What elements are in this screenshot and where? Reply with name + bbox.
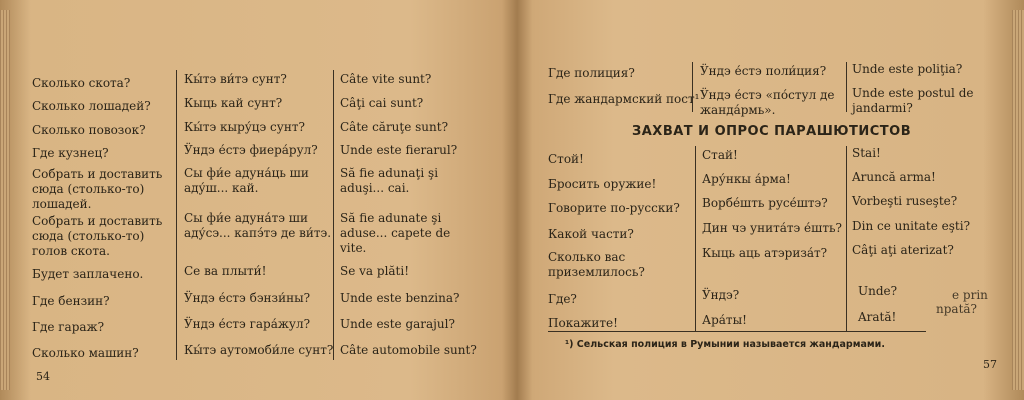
- phrase-romanian: Câte căruţe sunt?: [340, 120, 449, 134]
- phrase-transliteration: Ара́ты!: [702, 313, 747, 327]
- phrase-transliteration: Сы фи́е адуна́ць ши аду́ш... кай.: [184, 166, 309, 195]
- phrase-russian: Сколько повозок?: [32, 123, 146, 137]
- bleed-through-text: npată?: [936, 302, 977, 316]
- column-divider: [695, 146, 696, 332]
- phrase-russian: Где?: [548, 292, 577, 306]
- phrase-russian: Стой!: [548, 152, 584, 166]
- section-heading: ЗАХВАТ И ОПРОС ПАРАШЮТИСТОВ: [632, 124, 912, 139]
- phrase-transliteration: Кы́тэ аутомоби́ле сунт?: [184, 343, 334, 357]
- phrase-romanian: Unde este garajul?: [340, 317, 455, 331]
- phrase-romanian: Să fie adunaţi şi aduşi... cai.: [340, 166, 439, 195]
- phrase-russian: Будет заплачено.: [32, 267, 144, 281]
- phrase-russian: Сколько машин?: [32, 346, 139, 360]
- phrase-transliteration: Ӱндэ е́стэ «по́стул де жанда́рмь».: [700, 88, 835, 117]
- bleed-through-text: e prin: [952, 288, 988, 302]
- phrase-romanian: Unde este postul de jandarmi?: [852, 86, 974, 115]
- phrase-romanian: Câte vite sunt?: [340, 72, 432, 86]
- phrase-transliteration: Кы́тэ кыру́цэ сунт?: [184, 120, 305, 134]
- phrase-romanian: Aruncă arma!: [852, 170, 936, 184]
- phrase-transliteration: Кыць аць атэриза́т?: [702, 246, 828, 260]
- phrase-romanian: Unde este poliţia?: [852, 62, 963, 76]
- phrase-russian: Какой части?: [548, 227, 634, 241]
- phrase-transliteration: Ӱндэ е́стэ поли́ция?: [700, 64, 827, 78]
- phrase-romanian: Se va plăti!: [340, 264, 410, 278]
- phrase-transliteration: Ару́нкы а́рма!: [702, 172, 791, 186]
- phrase-transliteration: Ӱндэ?: [702, 288, 740, 302]
- phrase-russian: Сколько лошадей?: [32, 99, 151, 113]
- footnote: ¹) Сельская полиция в Румынии называется жандармами.: [565, 339, 885, 350]
- column-divider: [333, 70, 334, 360]
- phrase-romanian: Câţi cai sunt?: [340, 96, 424, 110]
- phrase-russian: Где гараж?: [32, 320, 104, 334]
- phrase-romanian: Să fie adunate şi aduse... capete de vite.: [340, 211, 451, 255]
- phrase-russian: Где бензин?: [32, 294, 110, 308]
- column-divider: [846, 62, 847, 112]
- phrase-russian: Собрать и доставить сюда (столько-то) голов скота.: [32, 214, 163, 258]
- phrase-romanian: Stai!: [852, 146, 881, 160]
- phrase-romanian: Câte automobile sunt?: [340, 343, 477, 357]
- phrase-russian: Сколько вас приземлилось?: [548, 250, 645, 279]
- phrase-transliteration: Кы́тэ ви́тэ сунт?: [184, 72, 287, 86]
- phrase-romanian: Unde?: [858, 284, 898, 298]
- page-number: 54: [36, 370, 50, 383]
- phrase-russian: Где кузнец?: [32, 146, 109, 160]
- phrase-romanian: Unde este benzina?: [340, 291, 460, 305]
- phrase-russian: Где полиция?: [548, 66, 635, 80]
- phrase-transliteration: Се ва плыти́!: [184, 264, 267, 278]
- phrase-transliteration: Сы фи́е адуна́тэ ши аду́сэ... капэ́тэ де ви́тэ.: [184, 211, 332, 240]
- page-edges-right: [1012, 10, 1024, 390]
- phrase-transliteration: Ворбе́шть русе́штэ?: [702, 196, 828, 210]
- phrase-russian: Собрать и доставить сюда (столько-то) лошадей.: [32, 167, 163, 211]
- phrase-romanian: Unde este fierarul?: [340, 143, 458, 157]
- phrase-russian: Говорите по-русски?: [548, 201, 680, 215]
- phrase-transliteration: Ӱндэ е́стэ гара́жул?: [184, 317, 311, 331]
- page-edges-left: [0, 10, 10, 390]
- phrase-transliteration: Дин чэ унита́тэ е́шть?: [702, 221, 842, 235]
- phrase-romanian: Câţi aţi aterizat?: [852, 243, 954, 257]
- phrase-romanian: Vorbeşti ruseşte?: [852, 194, 958, 208]
- phrase-transliteration: Стай!: [702, 148, 738, 162]
- phrase-russian: Покажите!: [548, 316, 618, 330]
- phrase-transliteration: Ӱндэ е́стэ фиера́рул?: [184, 143, 318, 157]
- phrase-transliteration: Кыць кай сунт?: [184, 96, 283, 110]
- column-divider: [176, 70, 177, 360]
- phrase-romanian: Din ce unitate eşti?: [852, 219, 971, 233]
- page-number: 57: [983, 358, 997, 371]
- phrase-transliteration: Ӱндэ е́стэ бэнзи́ны?: [184, 291, 311, 305]
- phrase-romanian: Arată!: [858, 310, 897, 324]
- table-bottom-rule: [548, 331, 926, 332]
- phrase-russian: Сколько скота?: [32, 76, 131, 90]
- column-divider: [846, 146, 847, 332]
- phrase-russian: Где жандармский пост¹: [548, 92, 700, 106]
- phrase-russian: Бросить оружие!: [548, 177, 657, 191]
